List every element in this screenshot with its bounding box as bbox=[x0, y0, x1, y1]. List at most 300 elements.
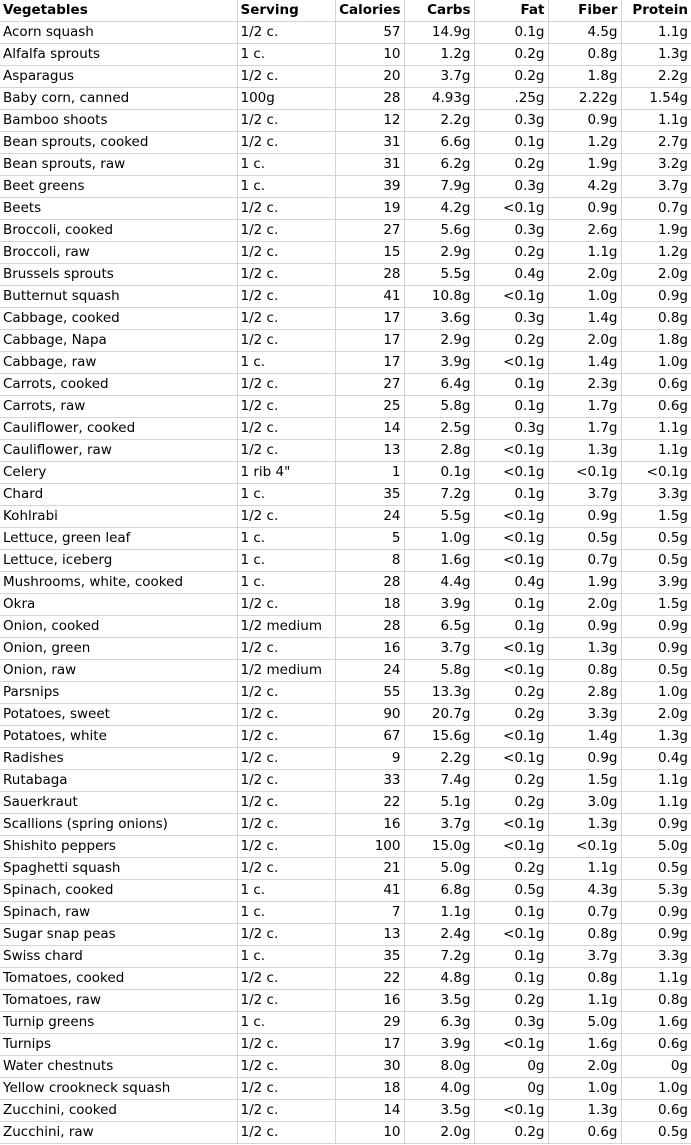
fiber-cell: 0.5g bbox=[548, 528, 621, 550]
fat-cell: 0.1g bbox=[474, 616, 548, 638]
calories-cell: 41 bbox=[335, 286, 404, 308]
protein-cell: 0.5g bbox=[621, 550, 691, 572]
calories-cell: 57 bbox=[335, 22, 404, 44]
table-row bbox=[0, 814, 691, 836]
vegetable-cell: Zucchini, raw bbox=[0, 1122, 237, 1144]
fiber-cell: 0.8g bbox=[548, 968, 621, 990]
fiber-cell: <0.1g bbox=[548, 836, 621, 858]
carbs-cell: 3.5g bbox=[404, 990, 474, 1012]
vegetable-cell: Spinach, raw bbox=[0, 902, 237, 924]
vegetable-cell: Turnip greens bbox=[0, 1012, 237, 1034]
calories-cell: 22 bbox=[335, 968, 404, 990]
table-row bbox=[0, 1056, 691, 1078]
protein-cell: 3.7g bbox=[621, 176, 691, 198]
table-row bbox=[0, 264, 691, 286]
fiber-cell: 3.7g bbox=[548, 946, 621, 968]
fat-cell: <0.1g bbox=[474, 726, 548, 748]
fat-cell: 0.1g bbox=[474, 374, 548, 396]
vegetable-cell: Mushrooms, white, cooked bbox=[0, 572, 237, 594]
calories-cell: 20 bbox=[335, 66, 404, 88]
vegetable-cell: Bean sprouts, cooked bbox=[0, 132, 237, 154]
fat-cell: <0.1g bbox=[474, 814, 548, 836]
fat-cell: 0.2g bbox=[474, 330, 548, 352]
protein-cell: 1.0g bbox=[621, 352, 691, 374]
protein-cell: 1.3g bbox=[621, 44, 691, 66]
carbs-cell: 3.7g bbox=[404, 814, 474, 836]
fiber-cell: 0.8g bbox=[548, 44, 621, 66]
fat-cell: 0.2g bbox=[474, 792, 548, 814]
protein-cell: 1.1g bbox=[621, 110, 691, 132]
protein-cell: 1.5g bbox=[621, 594, 691, 616]
calories-cell: 27 bbox=[335, 220, 404, 242]
calories-cell: 18 bbox=[335, 594, 404, 616]
carbs-cell: 2.9g bbox=[404, 242, 474, 264]
fat-cell: 0.2g bbox=[474, 770, 548, 792]
fat-cell: <0.1g bbox=[474, 1100, 548, 1122]
table-row bbox=[0, 110, 691, 132]
calories-cell: 30 bbox=[335, 1056, 404, 1078]
calories-cell: 28 bbox=[335, 88, 404, 110]
vegetable-cell: Parsnips bbox=[0, 682, 237, 704]
serving-cell: 1/2 c. bbox=[237, 374, 335, 396]
serving-cell: 1 c. bbox=[237, 176, 335, 198]
serving-cell: 1/2 c. bbox=[237, 968, 335, 990]
carbs-cell: 5.5g bbox=[404, 506, 474, 528]
protein-cell: 1.1g bbox=[621, 440, 691, 462]
serving-cell: 1/2 c. bbox=[237, 682, 335, 704]
protein-cell: 0.6g bbox=[621, 1034, 691, 1056]
protein-cell: 1.0g bbox=[621, 682, 691, 704]
table-row bbox=[0, 484, 691, 506]
serving-cell: 1/2 medium bbox=[237, 616, 335, 638]
fiber-cell: 1.9g bbox=[548, 154, 621, 176]
fat-cell: 0.3g bbox=[474, 308, 548, 330]
serving-cell: 1/2 c. bbox=[237, 1034, 335, 1056]
fat-cell: 0.4g bbox=[474, 572, 548, 594]
protein-cell: 1.5g bbox=[621, 506, 691, 528]
fiber-cell: 1.7g bbox=[548, 396, 621, 418]
vegetable-cell: Spinach, cooked bbox=[0, 880, 237, 902]
carbs-cell: 1.2g bbox=[404, 44, 474, 66]
calories-cell: 21 bbox=[335, 858, 404, 880]
serving-cell: 1 c. bbox=[237, 550, 335, 572]
vegetable-cell: Yellow crookneck squash bbox=[0, 1078, 237, 1100]
serving-cell: 1/2 c. bbox=[237, 506, 335, 528]
protein-cell: 1.54g bbox=[621, 88, 691, 110]
calories-cell: 33 bbox=[335, 770, 404, 792]
carbs-cell: 15.0g bbox=[404, 836, 474, 858]
header-calories: Calories bbox=[335, 0, 404, 22]
fat-cell: 0.4g bbox=[474, 264, 548, 286]
vegetable-cell: Cauliflower, raw bbox=[0, 440, 237, 462]
vegetable-cell: Broccoli, cooked bbox=[0, 220, 237, 242]
protein-cell: 1.1g bbox=[621, 968, 691, 990]
protein-cell: 0.9g bbox=[621, 814, 691, 836]
carbs-cell: 5.6g bbox=[404, 220, 474, 242]
carbs-cell: 4.2g bbox=[404, 198, 474, 220]
serving-cell: 100g bbox=[237, 88, 335, 110]
protein-cell: 5.0g bbox=[621, 836, 691, 858]
fiber-cell: 1.3g bbox=[548, 440, 621, 462]
vegetable-cell: Shishito peppers bbox=[0, 836, 237, 858]
table-row bbox=[0, 726, 691, 748]
table-row bbox=[0, 330, 691, 352]
vegetable-cell: Chard bbox=[0, 484, 237, 506]
calories-cell: 25 bbox=[335, 396, 404, 418]
calories-cell: 19 bbox=[335, 198, 404, 220]
fiber-cell: 1.7g bbox=[548, 418, 621, 440]
fat-cell: <0.1g bbox=[474, 1034, 548, 1056]
protein-cell: 0.9g bbox=[621, 902, 691, 924]
carbs-cell: 3.5g bbox=[404, 1100, 474, 1122]
table-row bbox=[0, 440, 691, 462]
fiber-cell: 0.9g bbox=[548, 198, 621, 220]
serving-cell: 1/2 c. bbox=[237, 396, 335, 418]
calories-cell: 17 bbox=[335, 308, 404, 330]
vegetable-cell: Baby corn, canned bbox=[0, 88, 237, 110]
table-row bbox=[0, 22, 691, 44]
vegetable-cell: Tomatoes, raw bbox=[0, 990, 237, 1012]
vegetable-cell: Lettuce, iceberg bbox=[0, 550, 237, 572]
fiber-cell: 1.4g bbox=[548, 726, 621, 748]
protein-cell: 1.3g bbox=[621, 726, 691, 748]
fiber-cell: 3.3g bbox=[548, 704, 621, 726]
fat-cell: 0.2g bbox=[474, 44, 548, 66]
table-row bbox=[0, 704, 691, 726]
protein-cell: 0.5g bbox=[621, 528, 691, 550]
protein-cell: 2.7g bbox=[621, 132, 691, 154]
vegetable-cell: Lettuce, green leaf bbox=[0, 528, 237, 550]
carbs-cell: 10.8g bbox=[404, 286, 474, 308]
fat-cell: 0.3g bbox=[474, 220, 548, 242]
fiber-cell: 2.22g bbox=[548, 88, 621, 110]
table-row bbox=[0, 352, 691, 374]
serving-cell: 1/2 c. bbox=[237, 286, 335, 308]
vegetable-cell: Spaghetti squash bbox=[0, 858, 237, 880]
header-vegetables: Vegetables bbox=[0, 0, 237, 22]
serving-cell: 1/2 c. bbox=[237, 220, 335, 242]
calories-cell: 24 bbox=[335, 660, 404, 682]
vegetable-cell: Potatoes, sweet bbox=[0, 704, 237, 726]
vegetable-cell: Cabbage, cooked bbox=[0, 308, 237, 330]
table-row bbox=[0, 792, 691, 814]
fiber-cell: 2.0g bbox=[548, 594, 621, 616]
fiber-cell: 4.5g bbox=[548, 22, 621, 44]
carbs-cell: 7.9g bbox=[404, 176, 474, 198]
carbs-cell: 2.5g bbox=[404, 418, 474, 440]
fat-cell: 0.5g bbox=[474, 880, 548, 902]
calories-cell: 39 bbox=[335, 176, 404, 198]
fat-cell: <0.1g bbox=[474, 352, 548, 374]
calories-cell: 28 bbox=[335, 572, 404, 594]
calories-cell: 7 bbox=[335, 902, 404, 924]
fat-cell: <0.1g bbox=[474, 660, 548, 682]
protein-cell: 0g bbox=[621, 1056, 691, 1078]
serving-cell: 1/2 c. bbox=[237, 66, 335, 88]
serving-cell: 1/2 medium bbox=[237, 660, 335, 682]
carbs-cell: 2.0g bbox=[404, 1122, 474, 1144]
carbs-cell: 6.6g bbox=[404, 132, 474, 154]
fiber-cell: 1.5g bbox=[548, 770, 621, 792]
table-row bbox=[0, 880, 691, 902]
carbs-cell: 6.2g bbox=[404, 154, 474, 176]
carbs-cell: 4.4g bbox=[404, 572, 474, 594]
table-row bbox=[0, 374, 691, 396]
protein-cell: 1.8g bbox=[621, 330, 691, 352]
calories-cell: 35 bbox=[335, 484, 404, 506]
calories-cell: 1 bbox=[335, 462, 404, 484]
protein-cell: 3.3g bbox=[621, 484, 691, 506]
calories-cell: 100 bbox=[335, 836, 404, 858]
protein-cell: 1.1g bbox=[621, 770, 691, 792]
fiber-cell: 1.8g bbox=[548, 66, 621, 88]
carbs-cell: 3.9g bbox=[404, 594, 474, 616]
table-row bbox=[0, 748, 691, 770]
carbs-cell: 3.7g bbox=[404, 66, 474, 88]
vegetable-cell: Onion, cooked bbox=[0, 616, 237, 638]
fiber-cell: 1.1g bbox=[548, 990, 621, 1012]
fiber-cell: 1.1g bbox=[548, 242, 621, 264]
table-row bbox=[0, 176, 691, 198]
fiber-cell: 1.1g bbox=[548, 858, 621, 880]
serving-cell: 1 c. bbox=[237, 572, 335, 594]
fiber-cell: 2.0g bbox=[548, 330, 621, 352]
carbs-cell: 3.6g bbox=[404, 308, 474, 330]
calories-cell: 28 bbox=[335, 616, 404, 638]
serving-cell: 1 c. bbox=[237, 44, 335, 66]
calories-cell: 12 bbox=[335, 110, 404, 132]
fat-cell: 0.1g bbox=[474, 902, 548, 924]
serving-cell: 1/2 c. bbox=[237, 1100, 335, 1122]
fat-cell: 0.1g bbox=[474, 946, 548, 968]
calories-cell: 67 bbox=[335, 726, 404, 748]
vegetable-cell: Sugar snap peas bbox=[0, 924, 237, 946]
table-body bbox=[0, 22, 691, 1144]
serving-cell: 1/2 c. bbox=[237, 594, 335, 616]
table-row bbox=[0, 242, 691, 264]
calories-cell: 29 bbox=[335, 1012, 404, 1034]
fat-cell: <0.1g bbox=[474, 286, 548, 308]
serving-cell: 1 c. bbox=[237, 154, 335, 176]
carbs-cell: 6.8g bbox=[404, 880, 474, 902]
carbs-cell: 1.6g bbox=[404, 550, 474, 572]
fat-cell: <0.1g bbox=[474, 198, 548, 220]
serving-cell: 1 c. bbox=[237, 902, 335, 924]
vegetable-cell: Onion, green bbox=[0, 638, 237, 660]
calories-cell: 15 bbox=[335, 242, 404, 264]
vegetable-cell: Brussels sprouts bbox=[0, 264, 237, 286]
carbs-cell: 0.1g bbox=[404, 462, 474, 484]
fat-cell: 0.1g bbox=[474, 132, 548, 154]
protein-cell: 0.9g bbox=[621, 286, 691, 308]
fat-cell: 0g bbox=[474, 1078, 548, 1100]
carbs-cell: 2.9g bbox=[404, 330, 474, 352]
table-row bbox=[0, 286, 691, 308]
calories-cell: 14 bbox=[335, 418, 404, 440]
header-serving: Serving bbox=[237, 0, 335, 22]
table-row bbox=[0, 770, 691, 792]
table-row bbox=[0, 1078, 691, 1100]
vegetable-cell: Sauerkraut bbox=[0, 792, 237, 814]
calories-cell: 17 bbox=[335, 1034, 404, 1056]
vegetable-cell: Radishes bbox=[0, 748, 237, 770]
fat-cell: <0.1g bbox=[474, 924, 548, 946]
serving-cell: 1/2 c. bbox=[237, 748, 335, 770]
vegetable-cell: Cabbage, raw bbox=[0, 352, 237, 374]
fiber-cell: 0.8g bbox=[548, 660, 621, 682]
table-row bbox=[0, 154, 691, 176]
serving-cell: 1 rib 4" bbox=[237, 462, 335, 484]
fiber-cell: 2.3g bbox=[548, 374, 621, 396]
header-fiber: Fiber bbox=[548, 0, 621, 22]
vegetable-cell: Cauliflower, cooked bbox=[0, 418, 237, 440]
vegetable-cell: Zucchini, cooked bbox=[0, 1100, 237, 1122]
fiber-cell: 1.0g bbox=[548, 1078, 621, 1100]
protein-cell: 0.7g bbox=[621, 198, 691, 220]
table-row bbox=[0, 858, 691, 880]
calories-cell: 8 bbox=[335, 550, 404, 572]
protein-cell: 0.4g bbox=[621, 748, 691, 770]
table-row bbox=[0, 836, 691, 858]
vegetable-cell: Turnips bbox=[0, 1034, 237, 1056]
serving-cell: 1/2 c. bbox=[237, 792, 335, 814]
carbs-cell: 5.8g bbox=[404, 660, 474, 682]
calories-cell: 41 bbox=[335, 880, 404, 902]
fat-cell: <0.1g bbox=[474, 440, 548, 462]
carbs-cell: 7.2g bbox=[404, 946, 474, 968]
fiber-cell: 1.3g bbox=[548, 638, 621, 660]
calories-cell: 27 bbox=[335, 374, 404, 396]
table-row bbox=[0, 44, 691, 66]
serving-cell: 1/2 c. bbox=[237, 1056, 335, 1078]
carbs-cell: 8.0g bbox=[404, 1056, 474, 1078]
serving-cell: 1/2 c. bbox=[237, 308, 335, 330]
fat-cell: .25g bbox=[474, 88, 548, 110]
fat-cell: 0.2g bbox=[474, 990, 548, 1012]
carbs-cell: 7.2g bbox=[404, 484, 474, 506]
table-row bbox=[0, 1100, 691, 1122]
fiber-cell: 3.7g bbox=[548, 484, 621, 506]
calories-cell: 90 bbox=[335, 704, 404, 726]
table-row bbox=[0, 506, 691, 528]
carbs-cell: 6.3g bbox=[404, 1012, 474, 1034]
vegetable-cell: Scallions (spring onions) bbox=[0, 814, 237, 836]
vegetable-cell: Butternut squash bbox=[0, 286, 237, 308]
fat-cell: <0.1g bbox=[474, 550, 548, 572]
carbs-cell: 4.0g bbox=[404, 1078, 474, 1100]
protein-cell: 0.9g bbox=[621, 638, 691, 660]
protein-cell: 0.8g bbox=[621, 308, 691, 330]
serving-cell: 1/2 c. bbox=[237, 1078, 335, 1100]
fat-cell: 0.2g bbox=[474, 242, 548, 264]
fiber-cell: 0.9g bbox=[548, 110, 621, 132]
table-row bbox=[0, 638, 691, 660]
fat-cell: 0.2g bbox=[474, 66, 548, 88]
carbs-cell: 5.1g bbox=[404, 792, 474, 814]
fat-cell: 0.2g bbox=[474, 858, 548, 880]
table-row bbox=[0, 594, 691, 616]
table-row bbox=[0, 66, 691, 88]
fat-cell: 0.3g bbox=[474, 1012, 548, 1034]
serving-cell: 1 c. bbox=[237, 484, 335, 506]
serving-cell: 1/2 c. bbox=[237, 110, 335, 132]
vegetable-cell: Bamboo shoots bbox=[0, 110, 237, 132]
table-row bbox=[0, 968, 691, 990]
fat-cell: 0.3g bbox=[474, 110, 548, 132]
carbs-cell: 1.1g bbox=[404, 902, 474, 924]
vegetable-cell: Cabbage, Napa bbox=[0, 330, 237, 352]
vegetable-cell: Onion, raw bbox=[0, 660, 237, 682]
carbs-cell: 2.4g bbox=[404, 924, 474, 946]
vegetable-cell: Beets bbox=[0, 198, 237, 220]
serving-cell: 1 c. bbox=[237, 528, 335, 550]
carbs-cell: 2.2g bbox=[404, 748, 474, 770]
table-row bbox=[0, 462, 691, 484]
calories-cell: 22 bbox=[335, 792, 404, 814]
fiber-cell: <0.1g bbox=[548, 462, 621, 484]
serving-cell: 1/2 c. bbox=[237, 418, 335, 440]
fat-cell: 0.2g bbox=[474, 154, 548, 176]
fiber-cell: 1.0g bbox=[548, 286, 621, 308]
carbs-cell: 5.5g bbox=[404, 264, 474, 286]
table-row bbox=[0, 132, 691, 154]
fiber-cell: 1.9g bbox=[548, 572, 621, 594]
protein-cell: 1.2g bbox=[621, 242, 691, 264]
fiber-cell: 2.8g bbox=[548, 682, 621, 704]
carbs-cell: 1.0g bbox=[404, 528, 474, 550]
fat-cell: <0.1g bbox=[474, 506, 548, 528]
serving-cell: 1 c. bbox=[237, 946, 335, 968]
calories-cell: 24 bbox=[335, 506, 404, 528]
calories-cell: 17 bbox=[335, 330, 404, 352]
serving-cell: 1 c. bbox=[237, 880, 335, 902]
carbs-cell: 2.8g bbox=[404, 440, 474, 462]
vegetable-cell: Potatoes, white bbox=[0, 726, 237, 748]
serving-cell: 1 c. bbox=[237, 352, 335, 374]
vegetable-cell: Kohlrabi bbox=[0, 506, 237, 528]
serving-cell: 1/2 c. bbox=[237, 22, 335, 44]
protein-cell: 2.2g bbox=[621, 66, 691, 88]
protein-cell: 0.9g bbox=[621, 924, 691, 946]
fat-cell: 0.2g bbox=[474, 682, 548, 704]
protein-cell: 1.1g bbox=[621, 418, 691, 440]
calories-cell: 13 bbox=[335, 924, 404, 946]
table-row bbox=[0, 660, 691, 682]
calories-cell: 14 bbox=[335, 1100, 404, 1122]
vegetable-cell: Carrots, raw bbox=[0, 396, 237, 418]
protein-cell: 0.6g bbox=[621, 374, 691, 396]
fiber-cell: 1.6g bbox=[548, 1034, 621, 1056]
carbs-cell: 20.7g bbox=[404, 704, 474, 726]
protein-cell: 5.3g bbox=[621, 880, 691, 902]
fat-cell: <0.1g bbox=[474, 638, 548, 660]
vegetable-cell: Alfalfa sprouts bbox=[0, 44, 237, 66]
calories-cell: 17 bbox=[335, 352, 404, 374]
vegetable-cell: Swiss chard bbox=[0, 946, 237, 968]
carbs-cell: 6.5g bbox=[404, 616, 474, 638]
protein-cell: 1.1g bbox=[621, 22, 691, 44]
vegetable-cell: Okra bbox=[0, 594, 237, 616]
calories-cell: 18 bbox=[335, 1078, 404, 1100]
fiber-cell: 0.7g bbox=[548, 902, 621, 924]
carbs-cell: 3.9g bbox=[404, 1034, 474, 1056]
carbs-cell: 2.2g bbox=[404, 110, 474, 132]
fat-cell: 0g bbox=[474, 1056, 548, 1078]
carbs-cell: 7.4g bbox=[404, 770, 474, 792]
vegetable-cell: Bean sprouts, raw bbox=[0, 154, 237, 176]
protein-cell: 3.9g bbox=[621, 572, 691, 594]
calories-cell: 55 bbox=[335, 682, 404, 704]
